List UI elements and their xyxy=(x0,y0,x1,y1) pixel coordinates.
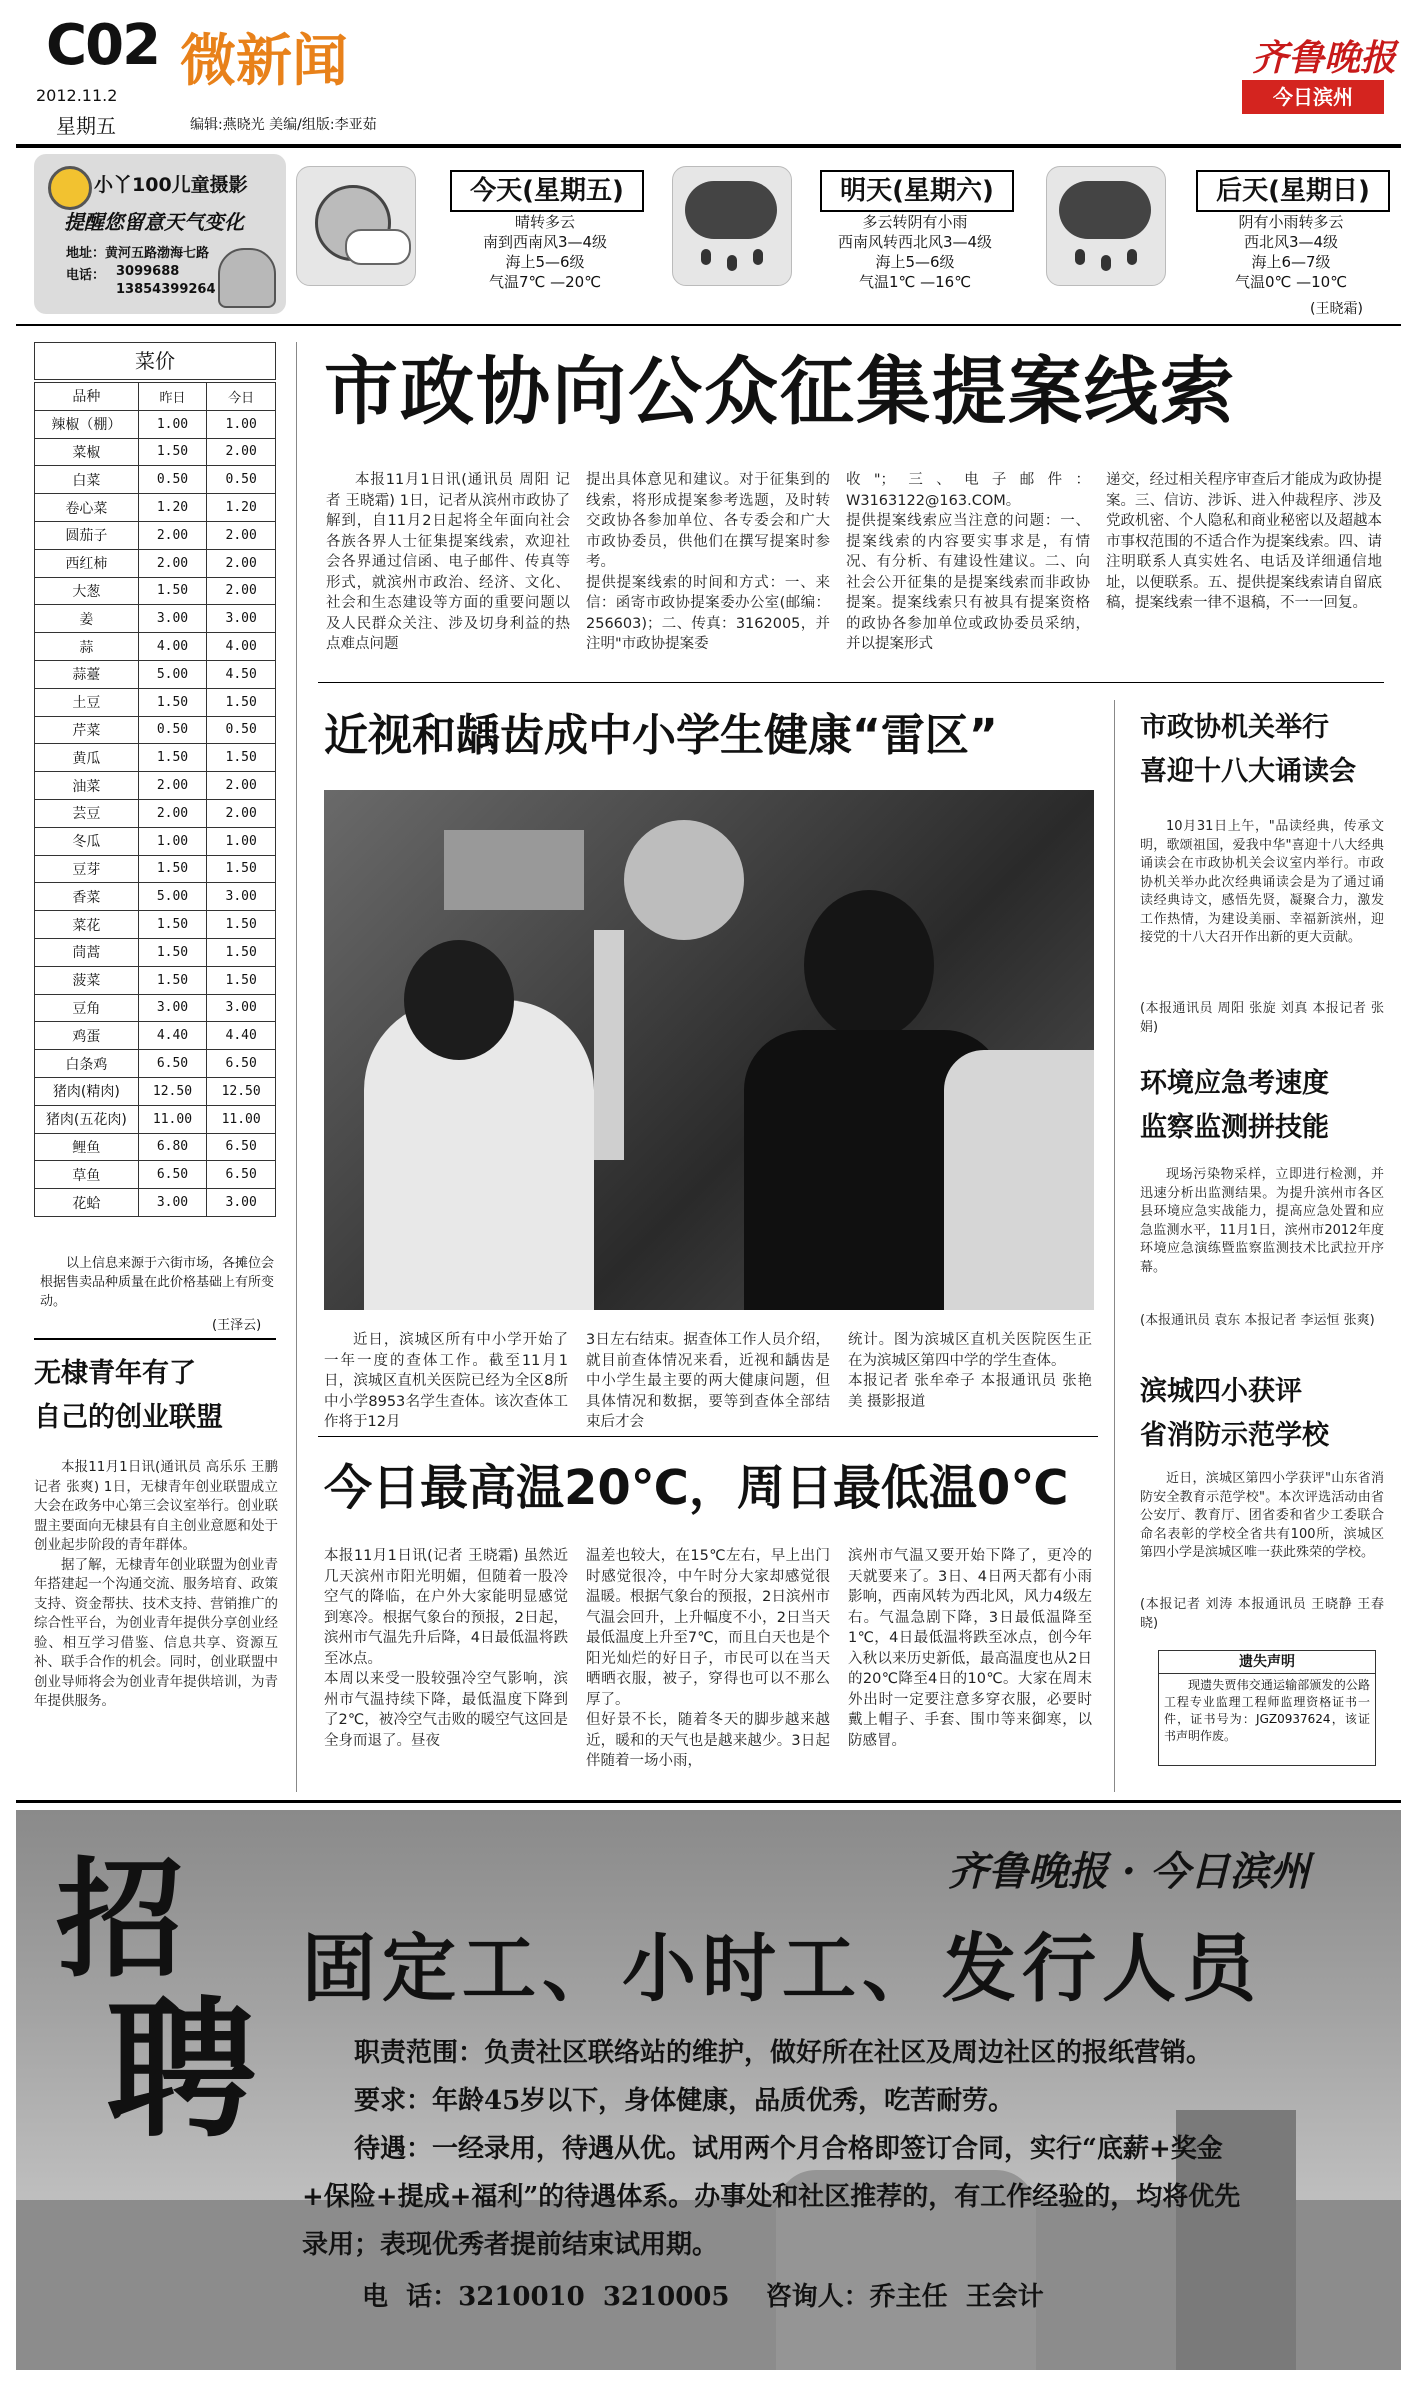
today-price-cell: 3.00 xyxy=(207,605,276,633)
today-price-cell: 3.00 xyxy=(207,1189,276,1217)
veg-name-cell: 芸豆 xyxy=(35,799,139,827)
sun-cloud-icon xyxy=(296,166,416,286)
today-price-cell: 2.00 xyxy=(207,772,276,800)
yesterday-price-cell: 1.00 xyxy=(138,410,207,438)
right-story-2-body: 现场污染物采样，立即进行检测，并迅速分析出监测结果。为提升滨州市各区县环境应急实战能力，提高应急处置和应急监测水平，11月1日，滨州市2012年度环境应急演练暨监察监测技术比武拉开序幕。 xyxy=(1140,1167,1384,1275)
table-row xyxy=(35,633,276,661)
photo-studio-ad xyxy=(34,154,286,314)
veg-price-note: 以上信息来源于六街市场，各摊位会根据售卖品种质量在此价格基础上有所变动。 xyxy=(40,1256,275,1309)
veg-name-cell: 卷心菜 xyxy=(35,494,139,522)
today-price-cell: 6.50 xyxy=(207,1161,276,1189)
table-row xyxy=(35,883,276,911)
health-check-photo xyxy=(324,790,1094,1310)
article-column: 近日，滨城区所有中小学开始了一年一度的查体工作。截至11月1日，滨城区直机关医院已经为全区8所中小学8953名学生查体。该次查体工作将于12月 xyxy=(324,1332,568,1430)
left-story-title: 无棣青年有了 自己的创业联盟 xyxy=(34,1358,223,1433)
recruitment-ad xyxy=(16,1810,1401,2370)
today-price-cell: 1.50 xyxy=(207,938,276,966)
lost-notice-body: 现遗失贾伟交通运输部颁发的公路工程专业监理工程师监理资格证书一件，证书号为：JGZ0937624，该证书声明作废。 xyxy=(1164,1678,1370,1743)
today-price-cell: 1.50 xyxy=(207,911,276,939)
kids-cartoon-icon xyxy=(218,248,276,308)
table-row xyxy=(35,494,276,522)
column-header: 昨日 xyxy=(138,383,207,411)
right-story-2-credit: (本报通讯员 袁东 本报记者 李运恒 张爽) xyxy=(1140,1313,1375,1328)
table-row xyxy=(35,1022,276,1050)
article-column: 本报11月1日讯(通讯员 周阳 记者 王晓霜) 1日，记者从滨州市政协了解到，自11月2日起将全年面向社会各族各界人士征集提案线索，欢迎社会各界通过信函、电子邮件、传真等形式，就滨州市政治、经济、文化、社会和生态建设等方面的重要问题以及人民群众关注、涉及切身利益的热点难点问题 xyxy=(326,472,570,652)
ad-slogan: 提醒您留意天气变化 xyxy=(64,210,244,234)
table-row xyxy=(35,521,276,549)
page-code: C02 xyxy=(46,13,160,78)
column-header: 品种 xyxy=(35,383,139,411)
article-column: 3日左右结束。据查体工作人员介绍，就目前查体情况来看，近视和龋齿是中小学生最主要的两大健康问题，但具体情况和数据，要等到查体全部结束后才会 xyxy=(586,1332,830,1430)
veg-price-credit: (王泽云) xyxy=(212,1318,262,1333)
table-row xyxy=(35,1133,276,1161)
yesterday-price-cell: 4.00 xyxy=(138,633,207,661)
weather-credit: (王晓霜) xyxy=(1310,301,1363,317)
left-story-body: 本报11月1日讯(通讯员 高乐乐 王鹏 记者 张爽) 1日，无棣青年创业联盟成立大会在政务中心第三会议室举行。创业联盟主要面向无棣县有自主创业意愿和处于创业起步阶段的青年群体。 据了解，无棣青年创业联盟为创业青年搭建起一个沟通交流、服务培育、政策支持、资金帮扶、技术支持、营销推广的综合性平台，为创业青年提供分享创业经验、相互学习借鉴、信息共享、资源互补、联手合作的机会。同时，创业联盟中创业导师将会为创业青年提供培训，为青年提供服务。 xyxy=(34,1459,278,1709)
article-column: 递交，经过相关程序审查后才能成为政协提案。三、信访、涉诉、进入仲裁程序、涉及党政机密、个人隐私和商业秘密以及超越本市事权范围的不适合作为提案线索。四、请注明联系人真实姓名、电话及详细通信地址，以便联系。五、提供提案线索请自留底稿，提案线索一律不退稿，不一一回复。 xyxy=(1106,472,1382,611)
table-row xyxy=(35,938,276,966)
today-price-cell: 11.00 xyxy=(207,1105,276,1133)
weather-day-label-after-tomorrow: 后天(星期日) xyxy=(1196,170,1390,212)
table-row xyxy=(35,577,276,605)
yesterday-price-cell: 1.50 xyxy=(138,577,207,605)
veg-name-cell: 大葱 xyxy=(35,577,139,605)
table-row xyxy=(35,1105,276,1133)
table-row xyxy=(35,466,276,494)
weather-day-label-tomorrow: 明天(星期六) xyxy=(820,170,1014,212)
right-story-1-body: 10月31日上午，"品读经典，传承文明，歌颂祖国，爱我中华"喜迎十八大经典诵读会在市政协机关会议室内举行。市政协机关举办此次经典诵读会是为了通过诵读经典诗文，感悟先贤，凝聚合力，激发工作热情，为建设美丽、幸福新滨州，迎接党的十八大召开作出新的更大贡献。 xyxy=(1140,819,1384,945)
today-price-cell: 4.50 xyxy=(207,660,276,688)
veg-name-cell: 花蛤 xyxy=(35,1189,139,1217)
recruit-title: 固定工、小时工、发行人员 xyxy=(302,1926,1262,2012)
table-row xyxy=(35,716,276,744)
article-column: 统计。图为滨城区直机关医院医生正在为滨城区第四中学的学生查体。 本报记者 张牟牵子 本报通讯员 张艳美 摄影报道 xyxy=(848,1332,1092,1410)
yesterday-price-cell: 2.00 xyxy=(138,772,207,800)
yesterday-price-cell: 12.50 xyxy=(138,1077,207,1105)
today-price-cell: 1.00 xyxy=(207,410,276,438)
table-row xyxy=(35,994,276,1022)
table-row xyxy=(35,660,276,688)
table-row xyxy=(35,605,276,633)
table-row xyxy=(35,966,276,994)
lost-notice xyxy=(1158,1650,1376,1766)
yesterday-price-cell: 0.50 xyxy=(138,716,207,744)
headline-cppcc-proposals: 市政协向公众征集提案线索 xyxy=(324,349,1236,435)
yesterday-price-cell: 5.00 xyxy=(138,883,207,911)
paper-logo: 齐鲁晚报 xyxy=(1252,37,1397,79)
today-price-cell: 1.50 xyxy=(207,966,276,994)
recruit-duty: 职责范围：负责社区联络站的维护，做好所在社区及周边社区的报纸营销。 xyxy=(354,2038,1213,2068)
yesterday-price-cell: 1.50 xyxy=(138,911,207,939)
table-header-row xyxy=(35,383,276,411)
yesterday-price-cell: 1.50 xyxy=(138,966,207,994)
table-row xyxy=(35,772,276,800)
veg-name-cell: 西红柿 xyxy=(35,549,139,577)
weather-tomorrow-desc: 多云转阴有小雨 西南风转西北风3—4级 海上5—6级 气温1℃ —16℃ xyxy=(837,213,993,291)
recruit-big-char-1: 招 xyxy=(56,1845,185,1995)
today-price-cell: 4.00 xyxy=(207,633,276,661)
yesterday-price-cell: 6.80 xyxy=(138,1133,207,1161)
table-row xyxy=(35,744,276,772)
recruit-benefit-1: 待遇：一经录用，待遇从优。试用两个月合格即签订合同，实行“底薪+奖金 xyxy=(354,2134,1223,2164)
veg-name-cell: 白条鸡 xyxy=(35,1050,139,1078)
veg-name-cell: 土豆 xyxy=(35,688,139,716)
yesterday-price-cell: 1.20 xyxy=(138,494,207,522)
headline-student-health: 近视和龋齿成中小学生健康“雷区” xyxy=(324,710,998,761)
article-column: 提出具体意见和建议。对于征集到的线索，将形成提案参考选题，及时转交政协各参加单位、各专委会和广大市政协委员，供他们在撰写提案时参考。 提供提案线索的时间和方式：一、来信：函寄市政协提案委办公室(邮编：256603)；二、传真：3162005，并注明"市政协提案委 xyxy=(586,472,830,652)
yesterday-price-cell: 3.00 xyxy=(138,994,207,1022)
yesterday-price-cell: 1.00 xyxy=(138,827,207,855)
table-row xyxy=(35,827,276,855)
yesterday-price-cell: 3.00 xyxy=(138,605,207,633)
veg-name-cell: 草鱼 xyxy=(35,1161,139,1189)
weather-day-label-today: 今天(星期五) xyxy=(450,170,644,212)
table-row xyxy=(35,1161,276,1189)
today-price-cell: 2.00 xyxy=(207,549,276,577)
veg-name-cell: 冬瓜 xyxy=(35,827,139,855)
column-header: 今日 xyxy=(207,383,276,411)
yesterday-price-cell: 1.50 xyxy=(138,438,207,466)
veg-name-cell: 鸡蛋 xyxy=(35,1022,139,1050)
veg-name-cell: 茼蒿 xyxy=(35,938,139,966)
section-logo: 微新闻 xyxy=(180,29,348,94)
recruit-brand: 齐鲁晚报 · 今日滨州 xyxy=(948,1848,1310,1895)
table-row xyxy=(35,1077,276,1105)
today-price-cell: 1.50 xyxy=(207,744,276,772)
recruit-requirement: 要求：年龄45岁以下，身体健康，品质优秀，吃苦耐劳。 xyxy=(354,2086,1015,2116)
today-price-cell: 3.00 xyxy=(207,994,276,1022)
yesterday-price-cell: 3.00 xyxy=(138,1189,207,1217)
recruit-benefit-3: 录用；表现优秀者提前结束试用期。 xyxy=(302,2230,719,2260)
yesterday-price-cell: 6.50 xyxy=(138,1161,207,1189)
veg-name-cell: 黄瓜 xyxy=(35,744,139,772)
table-row xyxy=(35,911,276,939)
article-column: 温差也较大，在15℃左右，早上出门时感觉很冷，中午时分大家却感觉很温暖。根据气象台的预报，2日滨州市气温会回升，上升幅度不小，2日当天最低温度上升至7℃，而且白天也是个阳光灿烂的好日子，市民可以在当天晒晒衣服，被子，穿得也可以不那么厚了。 但好景不长，随着冬天的脚步越来越近，暖和的天气也是越来越少。3日起伴随着一场小雨， xyxy=(586,1548,830,1769)
edition-badge: 今日滨州 xyxy=(1242,80,1384,114)
veg-name-cell: 芹菜 xyxy=(35,716,139,744)
today-price-cell: 12.50 xyxy=(207,1077,276,1105)
table-row xyxy=(35,410,276,438)
veg-name-cell: 菜花 xyxy=(35,911,139,939)
veg-name-cell: 蒜 xyxy=(35,633,139,661)
table-row xyxy=(35,688,276,716)
lost-notice-title: 遗失声明 xyxy=(1159,1651,1375,1674)
veg-name-cell: 辣椒（棚） xyxy=(35,410,139,438)
today-price-cell: 2.00 xyxy=(207,521,276,549)
veg-name-cell: 油菜 xyxy=(35,772,139,800)
table-row xyxy=(35,855,276,883)
today-price-cell: 1.20 xyxy=(207,494,276,522)
today-price-cell: 0.50 xyxy=(207,466,276,494)
veg-price-table xyxy=(34,382,276,1217)
right-story-1-title: 市政协机关举行 喜迎十八大诵读会 xyxy=(1140,712,1356,787)
rain-cloud-icon xyxy=(1046,166,1166,286)
recruit-contact: 电 话：3210010 3210005 咨询人：乔主任 王会计 xyxy=(362,2282,1044,2312)
right-story-3-title: 滨城四小获评 省消防示范学校 xyxy=(1140,1376,1329,1451)
yesterday-price-cell: 11.00 xyxy=(138,1105,207,1133)
today-price-cell: 3.00 xyxy=(207,883,276,911)
yesterday-price-cell: 1.50 xyxy=(138,938,207,966)
headline-temperature: 今日最高温20℃，周日最低温0℃ xyxy=(324,1460,1069,1516)
today-price-cell: 1.50 xyxy=(207,688,276,716)
table-row xyxy=(35,549,276,577)
ad-address: 地址：黄河五路渤海七路 xyxy=(66,246,210,261)
veg-name-cell: 香菜 xyxy=(35,883,139,911)
sun-cartoon-icon xyxy=(48,166,92,210)
veg-name-cell: 猪肉(精肉) xyxy=(35,1077,139,1105)
today-price-cell: 2.00 xyxy=(207,577,276,605)
veg-name-cell: 豆芽 xyxy=(35,855,139,883)
today-price-cell: 6.50 xyxy=(207,1050,276,1078)
yesterday-price-cell: 1.50 xyxy=(138,855,207,883)
article-column: 收"；三、电子邮件：W3163122@163.COM。 提供提案线索应当注意的问题：一、提案线索的内容要实事求是，有情况、有分析、有建设性建议。二、向社会公开征集的是提案线索而非政协提案。提案线索只有被具有提案资格的政协各参加单位或政协委员采纳，并以提案形式 xyxy=(846,472,1090,652)
veg-name-cell: 蒜薹 xyxy=(35,660,139,688)
yesterday-price-cell: 2.00 xyxy=(138,521,207,549)
veg-name-cell: 白菜 xyxy=(35,466,139,494)
issue-date: 2012.11.2 xyxy=(36,86,118,105)
yesterday-price-cell: 6.50 xyxy=(138,1050,207,1078)
today-price-cell: 6.50 xyxy=(207,1133,276,1161)
yesterday-price-cell: 2.00 xyxy=(138,799,207,827)
weather-after-tomorrow-desc: 阴有小雨转多云 西北风3—4级 海上6—7级 气温0℃ —10℃ xyxy=(1234,213,1348,291)
ad-phone-1: 3099688 xyxy=(116,264,180,279)
veg-name-cell: 菠菜 xyxy=(35,966,139,994)
veg-name-cell: 姜 xyxy=(35,605,139,633)
weather-today-desc: 晴转多云 南到西南风3—4级 海上5—6级 气温7℃ —20℃ xyxy=(482,213,608,291)
today-price-cell: 1.00 xyxy=(207,827,276,855)
veg-name-cell: 圆茄子 xyxy=(35,521,139,549)
table-row xyxy=(35,1050,276,1078)
veg-name-cell: 菜椒 xyxy=(35,438,139,466)
today-price-cell: 2.00 xyxy=(207,438,276,466)
yesterday-price-cell: 1.50 xyxy=(138,744,207,772)
today-price-cell: 4.40 xyxy=(207,1022,276,1050)
yesterday-price-cell: 1.50 xyxy=(138,688,207,716)
rain-cloud-icon xyxy=(672,166,792,286)
ad-title: 小丫100儿童摄影 xyxy=(94,174,248,196)
veg-name-cell: 豆角 xyxy=(35,994,139,1022)
table-row xyxy=(35,1189,276,1217)
today-price-cell: 0.50 xyxy=(207,716,276,744)
recruit-benefit-2: +保险+提成+福利”的待遇体系。办事处和社区推荐的，有工作经验的，均将优先 xyxy=(302,2182,1241,2212)
veg-name-cell: 猪肉(五花肉) xyxy=(35,1105,139,1133)
yesterday-price-cell: 5.00 xyxy=(138,660,207,688)
right-story-3-body: 近日，滨城区第四小学获评"山东省消防安全教育示范学校"。本次评选活动由省公安厅、教育厅、团省委和省少工委联合命名表彰的学校全省共有100所，滨城区第四小学是滨城区唯一获此殊荣的学校。 xyxy=(1140,1471,1384,1560)
ad-phone-2: 13854399264 xyxy=(116,282,216,297)
article-column: 滨州市气温又要开始下降了，更冷的天就要来了。3日、4日两天都有小雨影响，西南风转为西北风，风力4级左右。气温急剧下降，3日最低温降至1℃，4日最低温将跌至冰点，创今年入秋以来历史新低，最高温度也从2日的20℃降至4日的10℃。大家在周末外出时一定要注意多穿衣服，必要时戴上帽子、手套、围巾等来御寒，以防感冒。 xyxy=(848,1548,1092,1749)
right-story-1-credit: (本报通讯员 周阳 张旋 刘真 本报记者 张娟) xyxy=(1140,1001,1384,1035)
recruit-big-char-2: 聘 xyxy=(106,1982,257,2158)
table-row xyxy=(35,438,276,466)
right-story-2-title: 环境应急考速度 监察监测拼技能 xyxy=(1140,1068,1329,1143)
yesterday-price-cell: 2.00 xyxy=(138,549,207,577)
table-row xyxy=(35,799,276,827)
today-price-cell: 2.00 xyxy=(207,799,276,827)
yesterday-price-cell: 4.40 xyxy=(138,1022,207,1050)
yesterday-price-cell: 0.50 xyxy=(138,466,207,494)
veg-price-title: 菜价 xyxy=(34,342,276,380)
editor-credits: 编辑:燕晓光 美编/组版:李亚茹 xyxy=(190,117,377,133)
article-column: 本报11月1日讯(记者 王晓霜) 虽然近几天滨州市阳光明媚，但随着一股冷空气的降临，在户外大家能明显感觉到寒冷。根据气象台的预报，2日起，滨州市气温先升后降，4日最低温将跌至冰点。 本周以来受一股较强冷空气影响，滨州市气温持续下降，最低温度下降到了2℃，被冷空气击败的暖空气这回是全身而退了。昼夜 xyxy=(324,1548,568,1749)
ad-phone-label: 电话： xyxy=(66,268,106,283)
right-story-3-credit: (本报记者 刘涛 本报通讯员 王晓静 王春晓) xyxy=(1140,1597,1384,1631)
veg-name-cell: 鲤鱼 xyxy=(35,1133,139,1161)
issue-weekday: 星期五 xyxy=(56,114,116,138)
today-price-cell: 1.50 xyxy=(207,855,276,883)
